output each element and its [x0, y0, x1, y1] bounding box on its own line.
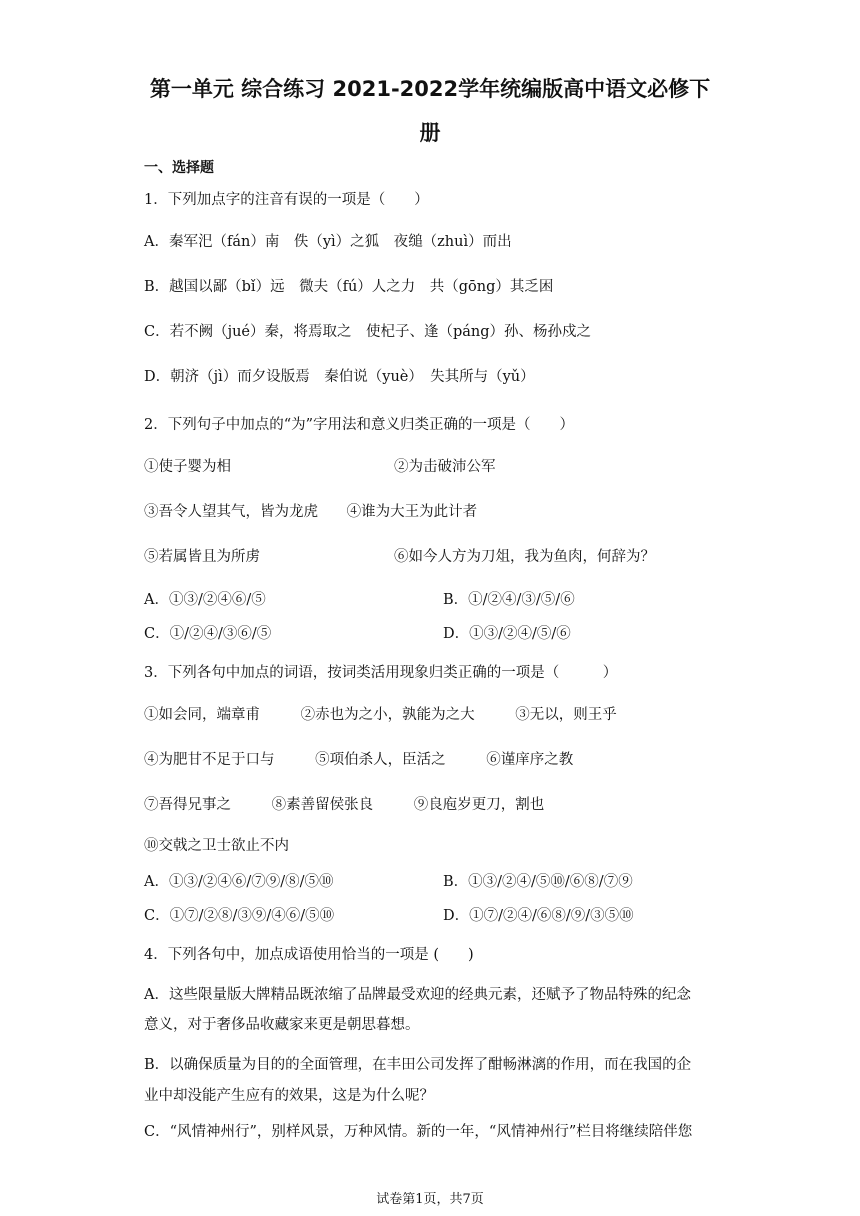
q2-option-a: A．①③/②④⑥/⑤: [144, 592, 266, 608]
q3-item-10: ⑩交戟之卫士欲止不内: [144, 838, 289, 854]
q3-item-8: ⑧素善留侯张良: [271, 797, 374, 813]
q3-item-3: ③无以，则王乎: [515, 707, 617, 723]
q3-item-4: ④为肥甘不足于口与: [144, 752, 275, 768]
q2-sentence-row-1: [144, 457, 744, 477]
q4-option-a-line-2: 意义，对于奢侈品收藏家来更是朝思暮想。: [144, 1017, 420, 1033]
q3-stem: 3．下列各句中加点的词语，按词类活用现象归类正确的一项是（ ）: [144, 665, 618, 681]
section-heading: 一、选择题: [144, 160, 214, 176]
q3-option-d: D．①⑦/②④/⑥⑧/⑨/③⑤⑩: [443, 908, 634, 924]
q1-option-d: D．朝济（jì）而夕设版焉 秦伯说（yuè） 失其所与（yǔ）: [144, 369, 535, 385]
q2-sentence-6: ⑥如今人方为刀俎，我为鱼肉，何辞为？: [394, 549, 655, 565]
q2-sentence-4: ④谁为大王为此计者: [346, 504, 478, 520]
q2-stem: 2．下列句子中加点的“为”字用法和意义归类正确的一项是（ ）: [144, 417, 575, 433]
q2-sentence-3: ③吾令人望其气，皆为龙虎: [144, 504, 318, 520]
q1-option-b: B．越国以鄙（bǐ）远 微夫（fú）人之力 共（gōng）其乏困: [144, 279, 554, 295]
q2-sentence-1: ①使子婴为相: [144, 459, 231, 475]
q3-option-c: C．①⑦/②⑧/③⑨/④⑥/⑤⑩: [144, 908, 335, 924]
q2-option-c: C．①/②④/③⑥/⑤: [144, 626, 272, 642]
page-footer: 试卷第1页，共7页: [376, 1192, 484, 1207]
q3-option-b: B．①③/②④/⑤⑩/⑥⑧/⑦⑨: [443, 874, 633, 890]
q3-item-6: ⑥谨庠序之教: [486, 752, 574, 768]
q3-item-2: ②赤也为之小，孰能为之大: [300, 707, 475, 723]
q3-item-5: ⑤项伯杀人，臣活之: [315, 752, 446, 768]
q3-item-1: ①如会同，端章甫: [144, 707, 260, 723]
q3-item-9: ⑨良庖岁更刀，割也: [413, 797, 545, 813]
q2-sentence-row-2: [144, 502, 477, 522]
q2-sentence-5: ⑤若属皆且为所虏: [144, 549, 260, 565]
q3-row-2: [144, 750, 573, 770]
doc-title-line-1: 第一单元 综合练习 2021-2022学年统编版高中语文必修下: [149, 77, 711, 101]
q2-option-d: D．①③/②④/⑤/⑥: [443, 626, 571, 642]
q4-option-a-line-1: A．这些限量版大牌精品既浓缩了品牌最受欢迎的经典元素，还赋予了物品特殊的纪念: [144, 987, 691, 1003]
q4-option-c-line-1: C．“风情神州行”，别样风景，万种风情。新的一年，“风情神州行”栏目将继续陪伴您: [144, 1124, 693, 1140]
q3-item-7: ⑦吾得兄事之: [144, 797, 231, 813]
q3-row-1: [144, 705, 617, 725]
q2-sentence-row-3: [144, 547, 744, 567]
q4-option-b-line-2: 业中却没能产生应有的效果，这是为什么呢？: [144, 1088, 434, 1104]
q2-sentence-2: ②为击破沛公军: [394, 459, 496, 475]
q1-option-c: C．若不阙（jué）秦，将焉取之 使杞子、逢（páng）孙、杨孙戍之: [144, 324, 592, 340]
doc-title-line-2: 册: [419, 121, 441, 145]
q4-stem: 4．下列各句中，加点成语使用恰当的一项是 ( ): [144, 947, 474, 963]
q1-stem: 1．下列加点字的注音有误的一项是（ ）: [144, 192, 429, 208]
q4-option-b-line-1: B．以确保质量为目的的全面管理，在丰田公司发挥了酣畅淋漓的作用，而在我国的企: [144, 1057, 692, 1073]
q1-option-a: A．秦军汜（fán）南 佚（yì）之狐 夜缒（zhuì）而出: [144, 234, 512, 250]
q2-option-b: B．①/②④/③/⑤/⑥: [443, 592, 575, 608]
q3-option-a: A．①③/②④⑥/⑦⑨/⑧/⑤⑩: [144, 874, 334, 890]
q3-row-3: [144, 795, 544, 815]
